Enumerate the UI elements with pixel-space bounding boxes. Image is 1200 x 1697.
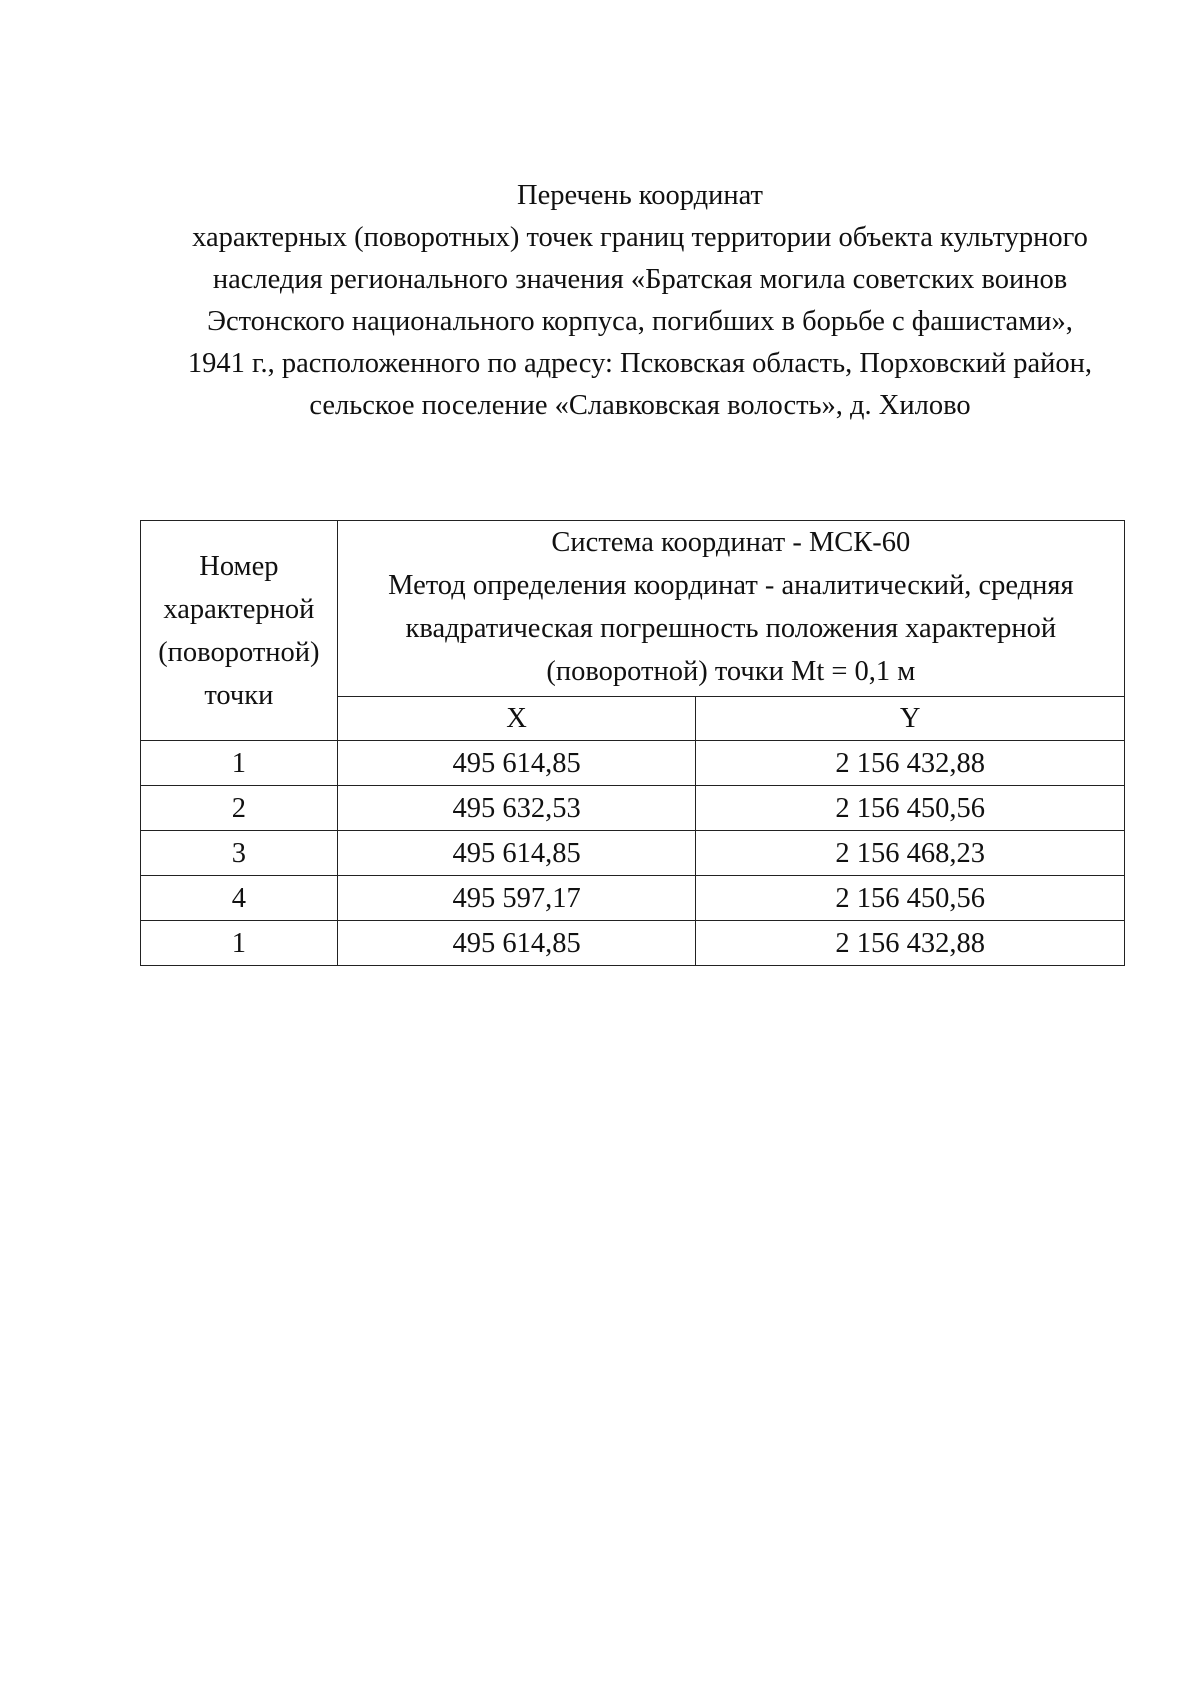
system-header-line: Система координат - МСК-60	[551, 527, 911, 558]
y-coordinate-cell: 2 156 468,23	[696, 831, 1125, 876]
point-header-line: характерной	[163, 593, 315, 625]
point-header-line: точки	[204, 679, 274, 711]
x-column-header: X	[337, 697, 696, 741]
point-number-cell: 1	[141, 921, 338, 966]
title-line: сельское поселение «Славковская волость», д. Хилово	[309, 390, 971, 421]
y-coordinate-cell: 2 156 432,88	[696, 741, 1125, 786]
coordinate-system-header	[337, 521, 1124, 697]
y-coordinate-cell: 2 156 450,56	[696, 876, 1125, 921]
y-coordinate-cell: 2 156 450,56	[696, 786, 1125, 831]
table-header-row	[141, 521, 1125, 697]
system-header-line: квадратическая погрешность положения характерной	[405, 613, 1057, 644]
title-line: 1941 г., расположенного по адресу: Псковская область, Порховский район,	[187, 348, 1093, 379]
point-number-cell: 3	[141, 831, 338, 876]
table-row	[141, 921, 1125, 966]
title-line: Перечень координат	[517, 180, 763, 211]
point-number-cell: 2	[141, 786, 338, 831]
table-row	[141, 831, 1125, 876]
point-header-line: Номер	[199, 550, 279, 582]
title-line: наследия регионального значения «Братская могила советских воинов	[212, 264, 1068, 295]
system-header-line: Метод определения координат - аналитический, средняя	[388, 570, 1074, 601]
x-coordinate-cell: 495 597,17	[337, 876, 696, 921]
point-number-cell: 4	[141, 876, 338, 921]
coordinates-table	[140, 520, 1125, 966]
x-coordinate-cell: 495 614,85	[337, 741, 696, 786]
table-row	[141, 876, 1125, 921]
table-row	[141, 741, 1125, 786]
title-line: характерных (поворотных) точек границ территории объекта культурного	[192, 222, 1088, 253]
point-header-line: (поворотной)	[158, 636, 320, 668]
y-coordinate-cell: 2 156 432,88	[696, 921, 1125, 966]
point-number-header	[141, 521, 338, 741]
x-coordinate-cell: 495 614,85	[337, 831, 696, 876]
document-title	[145, 175, 1135, 427]
point-number-cell: 1	[141, 741, 338, 786]
x-coordinate-cell: 495 632,53	[337, 786, 696, 831]
y-column-header: Y	[696, 697, 1125, 741]
system-header-line: (поворотной) точки Mt = 0,1 м	[546, 656, 916, 687]
x-coordinate-cell: 495 614,85	[337, 921, 696, 966]
title-line: Эстонского национального корпуса, погибших в борьбе с фашистами»,	[207, 306, 1073, 337]
table-row	[141, 786, 1125, 831]
